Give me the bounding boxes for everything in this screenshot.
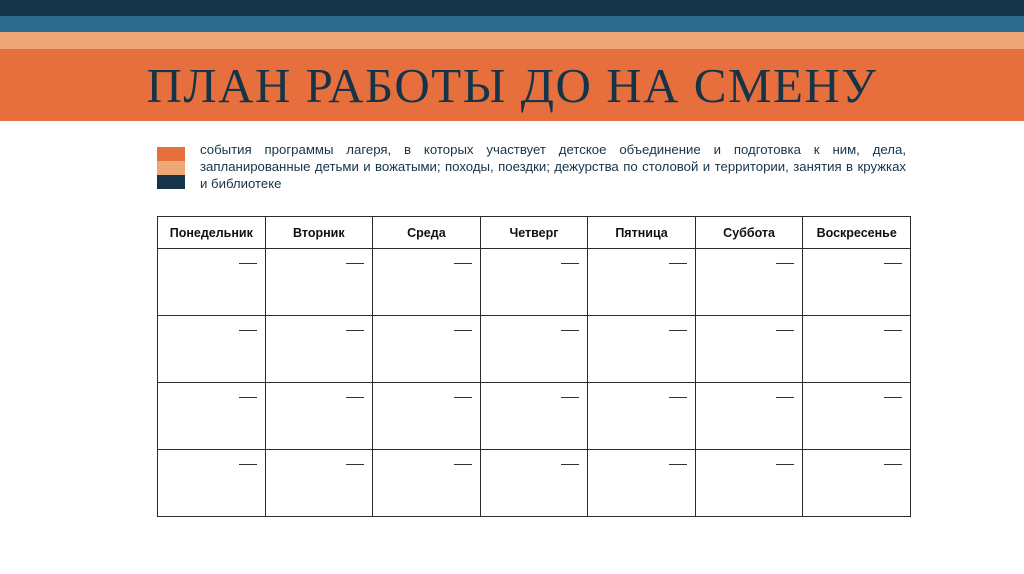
cell-dash-line <box>776 397 794 398</box>
schedule-cell[interactable] <box>803 249 911 316</box>
title-band <box>0 49 1024 121</box>
cell-dash-line <box>239 263 257 264</box>
schedule-cell[interactable] <box>373 316 481 383</box>
schedule-cell[interactable] <box>158 249 266 316</box>
schedule-cell[interactable] <box>803 450 911 517</box>
schedule-cell[interactable] <box>480 450 588 517</box>
schedule-cell[interactable] <box>158 450 266 517</box>
table-row <box>158 249 911 316</box>
description-text: события программы лагеря, в которых участвует детское объединение и подготовка к ним, дела, запланированные детьми и вожатыми; походы, поездки; дежурства по столовой и территории, занятия в кружках и библиотеке <box>200 142 906 191</box>
cell-dash-line <box>884 464 902 465</box>
cell-dash-line <box>669 464 687 465</box>
cell-dash-line <box>346 330 364 331</box>
schedule-cell[interactable] <box>265 450 373 517</box>
schedule-cell[interactable] <box>480 249 588 316</box>
cell-dash-line <box>776 330 794 331</box>
cell-dash-line <box>669 263 687 264</box>
day-header-saturday: Суббота <box>695 217 803 249</box>
cell-dash-line <box>239 464 257 465</box>
cell-dash-line <box>669 397 687 398</box>
cell-dash-line <box>884 263 902 264</box>
cell-dash-line <box>776 263 794 264</box>
legend-swatch-peach <box>157 161 185 175</box>
cell-dash-line <box>454 397 472 398</box>
legend-swatch-navy <box>157 175 185 189</box>
schedule-body <box>158 249 911 517</box>
schedule-cell[interactable] <box>695 450 803 517</box>
cell-dash-line <box>346 263 364 264</box>
schedule-cell[interactable] <box>588 316 696 383</box>
schedule-cell[interactable] <box>695 383 803 450</box>
table-header-row <box>158 217 911 249</box>
day-header-wednesday: Среда <box>373 217 481 249</box>
schedule-cell[interactable] <box>588 450 696 517</box>
cell-dash-line <box>454 263 472 264</box>
table-row <box>158 383 911 450</box>
cell-dash-line <box>346 397 364 398</box>
cell-dash-line <box>884 330 902 331</box>
cell-dash-line <box>454 464 472 465</box>
schedule-cell[interactable] <box>158 383 266 450</box>
schedule-cell[interactable] <box>373 249 481 316</box>
schedule-cell[interactable] <box>588 249 696 316</box>
schedule-cell[interactable] <box>480 383 588 450</box>
schedule-cell[interactable] <box>480 316 588 383</box>
color-legend <box>157 147 185 189</box>
schedule-cell[interactable] <box>373 450 481 517</box>
day-header-thursday: Четверг <box>480 217 588 249</box>
day-header-monday: Понедельник <box>158 217 266 249</box>
cell-dash-line <box>561 464 579 465</box>
schedule-cell[interactable] <box>373 383 481 450</box>
schedule-cell[interactable] <box>695 249 803 316</box>
cell-dash-line <box>561 263 579 264</box>
cell-dash-line <box>454 330 472 331</box>
table-row <box>158 316 911 383</box>
cell-dash-line <box>884 397 902 398</box>
day-header-friday: Пятница <box>588 217 696 249</box>
page-title: ПЛАН РАБОТЫ ДО НА СМЕНУ <box>146 57 878 113</box>
cell-dash-line <box>346 464 364 465</box>
day-header-sunday: Воскресенье <box>803 217 911 249</box>
cell-dash-line <box>669 330 687 331</box>
schedule-cell[interactable] <box>588 383 696 450</box>
peach-stripe <box>0 32 1024 49</box>
cell-dash-line <box>239 330 257 331</box>
schedule-cell[interactable] <box>695 316 803 383</box>
cell-dash-line <box>776 464 794 465</box>
schedule-cell[interactable] <box>265 316 373 383</box>
schedule-cell[interactable] <box>803 316 911 383</box>
blue-stripe <box>0 16 1024 32</box>
day-header-tuesday: Вторник <box>265 217 373 249</box>
weekly-schedule-table <box>157 216 911 517</box>
legend-swatch-orange <box>157 147 185 161</box>
cell-dash-line <box>561 397 579 398</box>
schedule-cell[interactable] <box>265 383 373 450</box>
schedule-cell[interactable] <box>265 249 373 316</box>
table-row <box>158 450 911 517</box>
navy-stripe <box>0 0 1024 16</box>
schedule-cell[interactable] <box>803 383 911 450</box>
cell-dash-line <box>239 397 257 398</box>
schedule-cell[interactable] <box>158 316 266 383</box>
cell-dash-line <box>561 330 579 331</box>
